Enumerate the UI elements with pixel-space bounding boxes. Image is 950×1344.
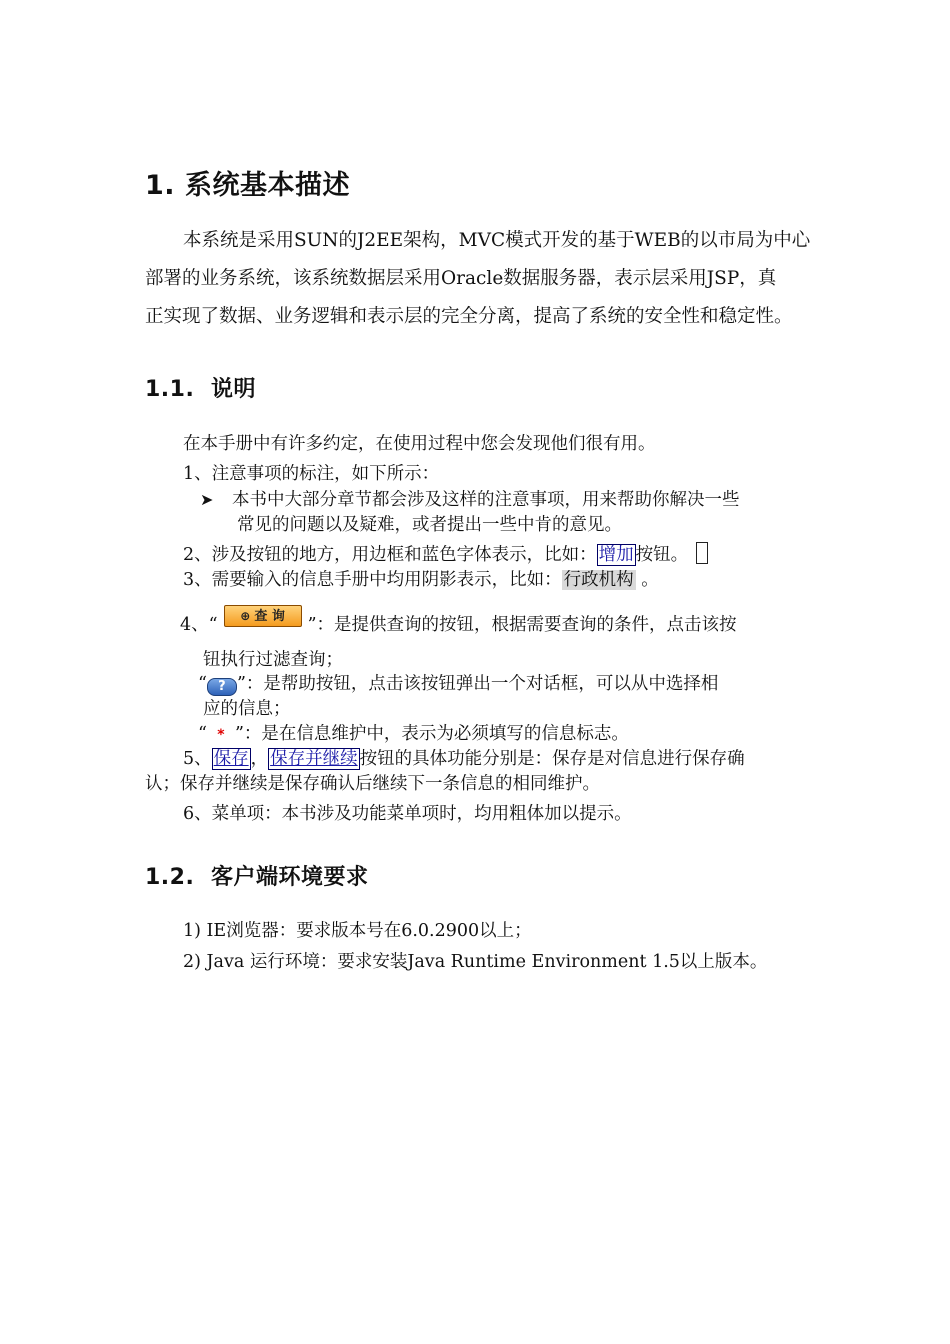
item-3-suffix: 。: [635, 570, 659, 590]
required-prefix: “: [198, 724, 207, 744]
section-1-2-title: 客户端环境要求: [211, 865, 369, 890]
section-1-1-heading: [145, 372, 256, 403]
help-suffix: ”：是帮助按钮，点击该按钮弹出一个对话框，可以从中选择相: [236, 674, 719, 694]
note-example: [200, 488, 740, 512]
arrow-bullet-icon: ➤: [200, 490, 214, 509]
section-1-2-number: 1.2.: [145, 865, 195, 890]
item-2-suffix: 按钮。: [635, 545, 689, 565]
shaded-input-example: 行政机构: [563, 570, 634, 590]
convention-item-6: 6、菜单项：本书涉及功能菜单项时，均用粗体加以提示。: [183, 804, 632, 824]
convention-item-4: [180, 609, 737, 639]
empty-box-glyph: [696, 542, 708, 564]
query-button-label: 查 询: [254, 609, 285, 624]
item-2-text: 2、涉及按钮的地方，用边框和蓝色字体表示，比如：: [183, 545, 597, 565]
item-5-separator: ，: [250, 749, 269, 769]
section-1-heading: 1. 系统基本描述: [145, 170, 350, 201]
item-4-prefix: 4、“: [180, 615, 218, 635]
magnifier-icon: ⊕: [240, 609, 251, 623]
requirement-java: 2) Java 运行环境：要求安装Java Runtime Environment 1.5以上版本。: [183, 952, 768, 972]
help-question-icon[interactable]: ?: [207, 678, 237, 696]
required-suffix: ”：是在信息维护中，表示为必须填写的信息标志。: [234, 724, 629, 744]
note-line-1: 本书中大部分章节都会涉及这样的注意事项，用来帮助你解决一些: [232, 490, 740, 510]
section-1-1-title: 说明: [211, 377, 257, 402]
item-5-prefix: 5、: [183, 749, 212, 769]
section-1-2-heading: [145, 860, 369, 891]
section-1-paragraph-line-2: 部署的业务系统，该系统数据层采用Oracle数据服务器，表示层采用JSP，真: [145, 268, 777, 289]
item-5-suffix: 按钮的具体功能分别是：保存是对信息进行保存确: [359, 749, 745, 769]
required-asterisk-icon: *: [217, 727, 225, 743]
convention-item-3: [183, 568, 659, 592]
item-3-text: 3、需要输入的信息手册中均用阴影表示，比如：: [183, 570, 562, 590]
required-convention: [198, 722, 629, 747]
section-1-paragraph-line-1: 本系统是采用SUN的J2EE架构，MVC模式开发的基于WEB的以市局为中心: [183, 230, 811, 251]
help-convention: [198, 672, 718, 696]
note-line-2: 常见的问题以及疑难，或者提出一些中肯的意见。: [237, 515, 622, 535]
item-4-suffix: ”：是提供查询的按钮，根据需要查询的条件，点击该按: [307, 615, 737, 635]
section-1-paragraph-line-3: 正实现了数据、业务逻辑和表示层的完全分离，提高了系统的安全性和稳定性。: [145, 306, 793, 327]
convention-item-1: 1、注意事项的标注，如下所示：: [183, 464, 440, 484]
save-button-example[interactable]: 保存: [213, 749, 249, 769]
convention-item-2: [183, 542, 708, 567]
section-1-1-number: 1.1.: [145, 377, 195, 402]
add-button-example[interactable]: 增加: [598, 545, 634, 565]
convention-item-5: [183, 747, 745, 771]
help-prefix: “: [198, 674, 207, 694]
item-4-continuation: 钮执行过滤查询；: [203, 650, 343, 670]
help-continuation: 应的信息；: [203, 699, 291, 719]
item-5-continuation: 认；保存并继续是保存确认后继续下一条信息的相同维护。: [145, 774, 600, 794]
save-and-continue-button-example[interactable]: 保存并继续: [270, 749, 358, 769]
query-button-example[interactable]: [224, 605, 302, 627]
requirement-ie: 1) IE浏览器：要求版本号在6.0.2900以上；: [183, 921, 532, 941]
conventions-intro: 在本手册中有许多约定，在使用过程中您会发现他们很有用。: [183, 434, 656, 454]
